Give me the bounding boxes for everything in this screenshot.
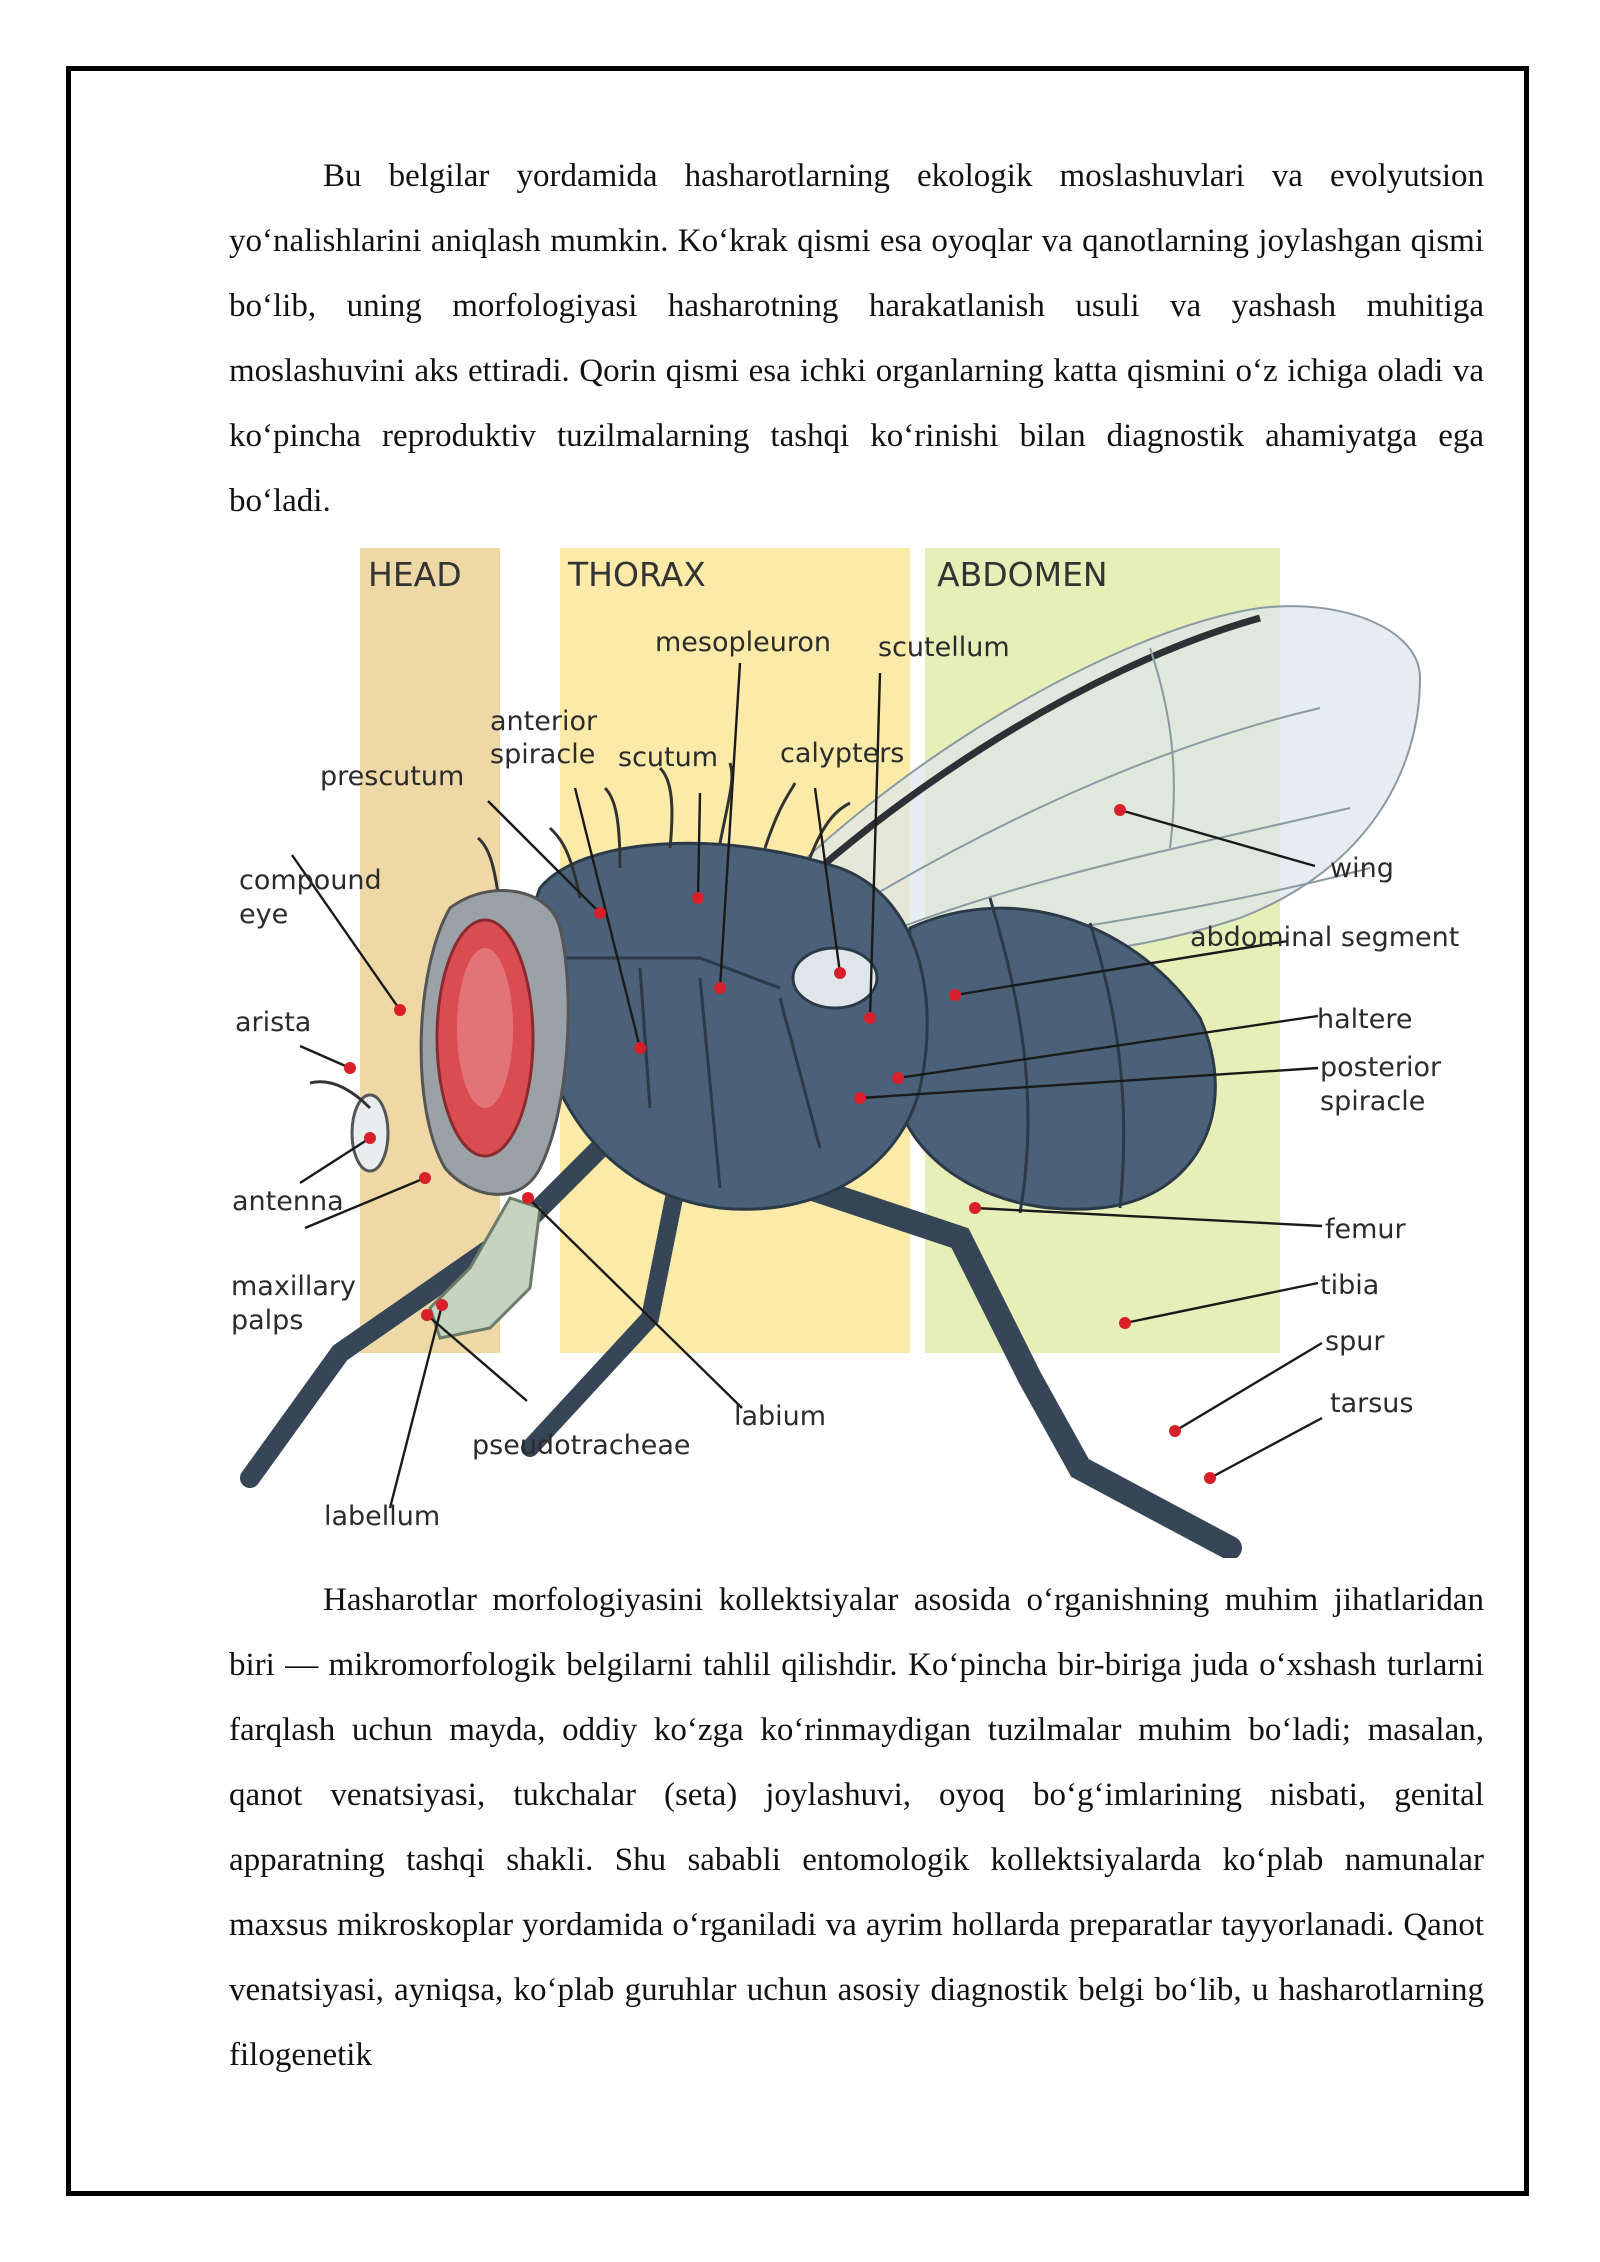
label-posterior-spiracle: spiracle xyxy=(1320,1086,1426,1117)
label-wing: wing xyxy=(1330,853,1394,884)
compound-eye-highlight xyxy=(457,948,513,1108)
label-labellum: labellum xyxy=(324,1501,441,1532)
label-calypters: calypters xyxy=(780,738,905,769)
label-haltere: haltere xyxy=(1317,1004,1413,1035)
section-head: HEAD xyxy=(368,555,462,594)
label-posterior: posterior xyxy=(1320,1052,1442,1083)
label-compound: compound xyxy=(239,865,382,896)
label-eye: eye xyxy=(239,899,289,930)
calypter-shape xyxy=(793,948,877,1008)
label-maxillary-palps: palps xyxy=(231,1305,304,1336)
paragraph-1-text: Bu belgilar yordamida hasharotlarning ekologik moslashuvlari va evolyutsion yo‘nalishlarini aniqlash mumkin. Ko‘krak qismi esa oyoqlar va qanotlarning joylashgan qismi bo‘lib, uning morfologiyasi hasharotning harakatlanish usuli va yashash muhitiga moslashuvini aks ettiradi. Qorin qismi esa ichki organlarning katta qismini o‘z ichiga oladi va ko‘pincha reproduktiv tuzilmalarning tashqi ko‘rinishi bilan diagnostik ahamiyatga ega bo‘ladi. xyxy=(229,158,1484,519)
label-labium: labium xyxy=(734,1401,827,1432)
label-abdominal-segment: abdominal segment xyxy=(1190,922,1460,953)
section-thorax: THORAX xyxy=(568,555,706,594)
label-antenna: antenna xyxy=(232,1186,344,1217)
label-spur: spur xyxy=(1325,1326,1385,1357)
section-abdomen: ABDOMEN xyxy=(937,555,1108,594)
paragraph-1 xyxy=(229,144,1484,534)
label-anterior: anterior xyxy=(490,706,598,737)
label-tibia: tibia xyxy=(1320,1270,1380,1301)
label-maxillary: maxillary xyxy=(231,1271,356,1302)
label-prescutum: prescutum xyxy=(320,761,465,792)
paragraph-2 xyxy=(229,1568,1484,2088)
label-mesopleuron: mesopleuron xyxy=(655,627,832,658)
label-anterior-spiracle: spiracle xyxy=(490,739,596,770)
label-scutum: scutum xyxy=(618,742,719,773)
fly-anatomy-svg xyxy=(220,548,1500,1558)
label-arista: arista xyxy=(235,1007,312,1038)
label-femur: femur xyxy=(1325,1214,1406,1245)
label-pseudotracheae: pseudotracheae xyxy=(472,1430,691,1461)
paragraph-2-text: Hasharotlar morfologiyasini kollektsiyalar asosida o‘rganishning muhim jihatlaridan biri — mikromorfologik belgilarni tahlil qilishdir. Ko‘pincha bir-biriga juda o‘xshash turlarni farqlash uchun mayda, oddiy ko‘zga ko‘rinmaydigan tuzilmalar muhim bo‘ladi; masalan, qanot venatsiyasi, tukchalar (seta) joylashuvi, oyoq bo‘g‘imlarining nisbati, genital apparatning tashqi shakli. Shu sababli entomologik kollektsiyalarda ko‘plab namunalar maxsus mikroskoplar yordamida o‘rganiladi va ayrim hollarda preparatlar tayyorlanadi. Qanot venatsiyasi, ayniqsa, ko‘plab guruhlar uchun asosiy diagnostik belgi bo‘lib, u hasharotlarning filogenetik xyxy=(229,1582,1484,2073)
label-scutellum: scutellum xyxy=(878,632,1010,663)
fly-anatomy-figure xyxy=(220,548,1500,1558)
label-tarsus: tarsus xyxy=(1330,1388,1414,1419)
